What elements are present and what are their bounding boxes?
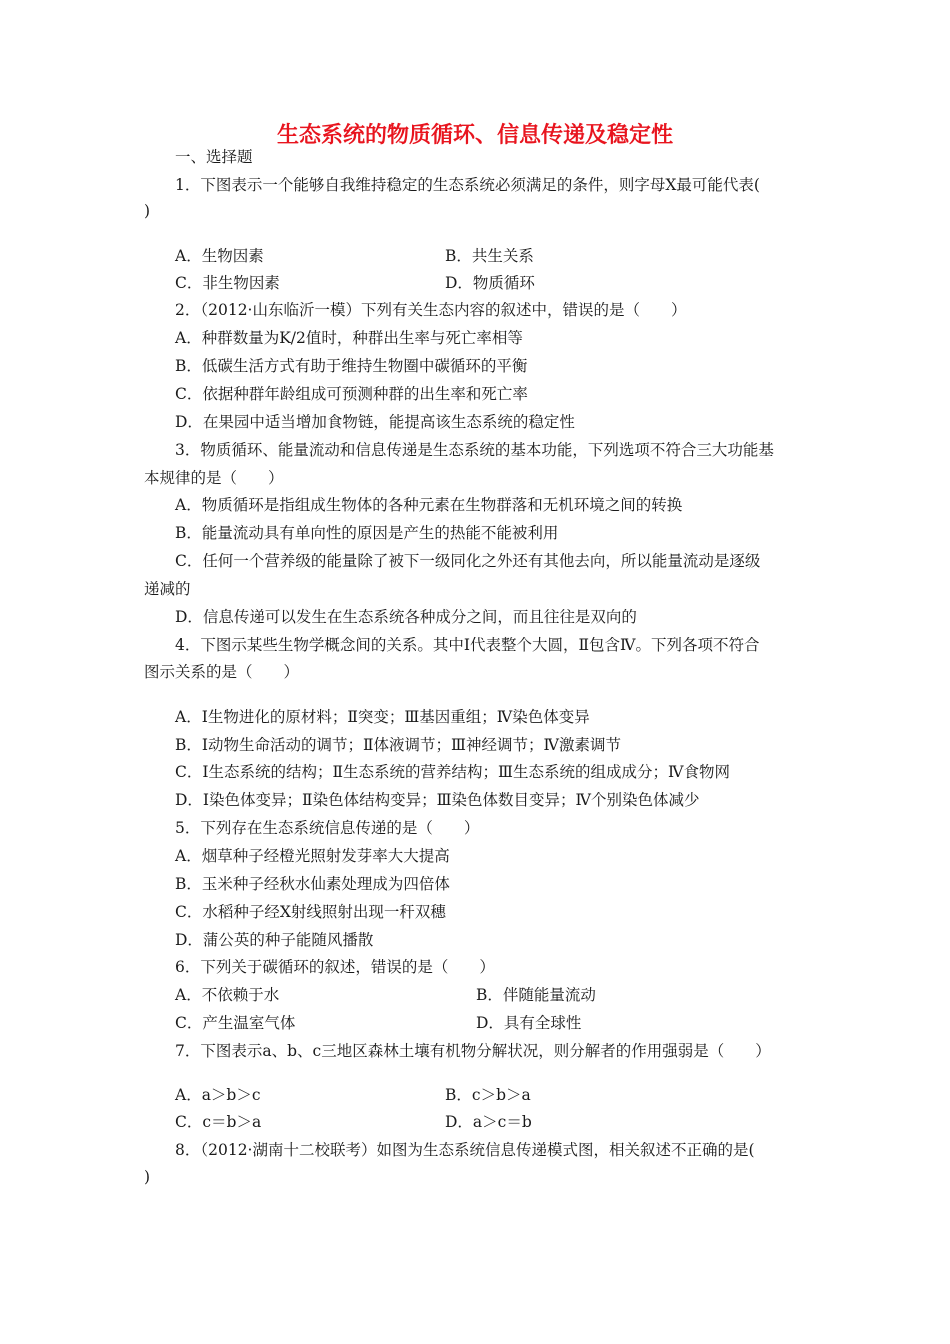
question-2-option-c: C．依据种群年龄组成可预测种群的出生率和死亡率 [175,385,528,403]
question-5-option-c: C．水稻种子经X射线照射出现一秆双穗 [175,903,446,921]
question-1-option-d: D．物质循环 [445,274,535,292]
question-6-option-a: A．不依赖于水 [175,986,280,1004]
question-3-stem: 3．物质循环、能量流动和信息传递是生态系统的基本功能，下列选项不符合三大功能基 [175,441,774,459]
question-7-option-d: D．a＞c＝b [445,1113,532,1131]
document-title: 生态系统的物质循环、信息传递及稳定性 [276,123,673,148]
question-3-stem-cont: 本规律的是（ ） [144,469,284,487]
question-6-option-d: D．具有全球性 [476,1014,582,1032]
question-7-stem: 7．下图表示a、b、c三地区森林土壤有机物分解状况，则分解者的作用强弱是（ ） [175,1042,771,1060]
question-2-option-d: D．在果园中适当增加食物链，能提高该生态系统的稳定性 [175,413,575,431]
question-8-stem: 8．（2012·湖南十二校联考）如图为生态系统信息传递模式图，相关叙述不正确的是( [175,1141,755,1159]
question-4-stem: 4．下图示某些生物学概念间的关系。其中Ⅰ代表整个大圆，Ⅱ包含Ⅳ。下列各项不符合 [175,636,760,654]
question-2-option-b: B．低碳生活方式有助于维持生物圈中碳循环的平衡 [175,357,528,375]
question-5-option-a: A．烟草种子经橙光照射发芽率大大提高 [175,847,450,865]
question-5-option-d: D．蒲公英的种子能随风播散 [175,931,374,949]
question-2-option-a: A．种群数量为K/2值时，种群出生率与死亡率相等 [175,329,523,347]
question-1-option-b: B．共生关系 [445,247,534,265]
question-3-option-c-cont: 递减的 [144,580,191,598]
question-7-option-a: A．a＞b＞c [175,1086,261,1104]
question-4-option-c: C．Ⅰ生态系统的结构；Ⅱ生态系统的营养结构；Ⅲ生态系统的组成成分；Ⅳ食物网 [175,763,730,781]
question-4-option-d: D．Ⅰ染色体变异；Ⅱ染色体结构变异；Ⅲ染色体数目变异；Ⅳ个别染色体减少 [175,791,700,809]
question-2-stem: 2．（2012·山东临沂一模）下列有关生态内容的叙述中，错误的是（ ） [175,301,687,319]
question-4-option-a: A．Ⅰ生物进化的原材料；Ⅱ突变；Ⅲ基因重组；Ⅳ染色体变异 [175,708,590,726]
question-1-option-c: C．非生物因素 [175,274,280,292]
question-1-option-a: A．生物因素 [175,247,264,265]
question-3-option-a: A．物质循环是指组成生物体的各种元素在生物群落和无机环境之间的转换 [175,496,683,514]
question-4-option-b: B．Ⅰ动物生命活动的调节；Ⅱ体液调节；Ⅲ神经调节；Ⅳ激素调节 [175,736,621,754]
question-3-option-c: C．任何一个营养级的能量除了被下一级同化之外还有其他去向，所以能量流动是逐级 [175,552,761,570]
question-6-stem: 6．下列关于碳循环的叙述，错误的是（ ） [175,958,495,976]
question-5-option-b: B．玉米种子经秋水仙素处理成为四倍体 [175,875,450,893]
question-5-stem: 5．下列存在生态系统信息传递的是（ ） [175,819,480,837]
section-heading: 一、选择题 [175,148,253,166]
question-1-stem: 1．下图表示一个能够自我维持稳定的生态系统必须满足的条件，则字母X最可能代表( [175,176,760,194]
question-8-stem-cont: ) [144,1168,151,1186]
question-4-stem-cont: 图示关系的是（ ） [144,663,300,681]
question-7-option-b: B．c＞b＞a [445,1086,531,1104]
question-6-option-c: C．产生温室气体 [175,1014,296,1032]
question-3-option-d: D．信息传递可以发生在生态系统各种成分之间，而且往往是双向的 [175,608,637,626]
question-7-option-c: C．c＝b＞a [175,1113,262,1131]
question-6-option-b: B．伴随能量流动 [476,986,596,1004]
question-3-option-b: B．能量流动具有单向性的原因是产生的热能不能被利用 [175,524,559,542]
question-1-stem-cont: ) [144,202,151,220]
